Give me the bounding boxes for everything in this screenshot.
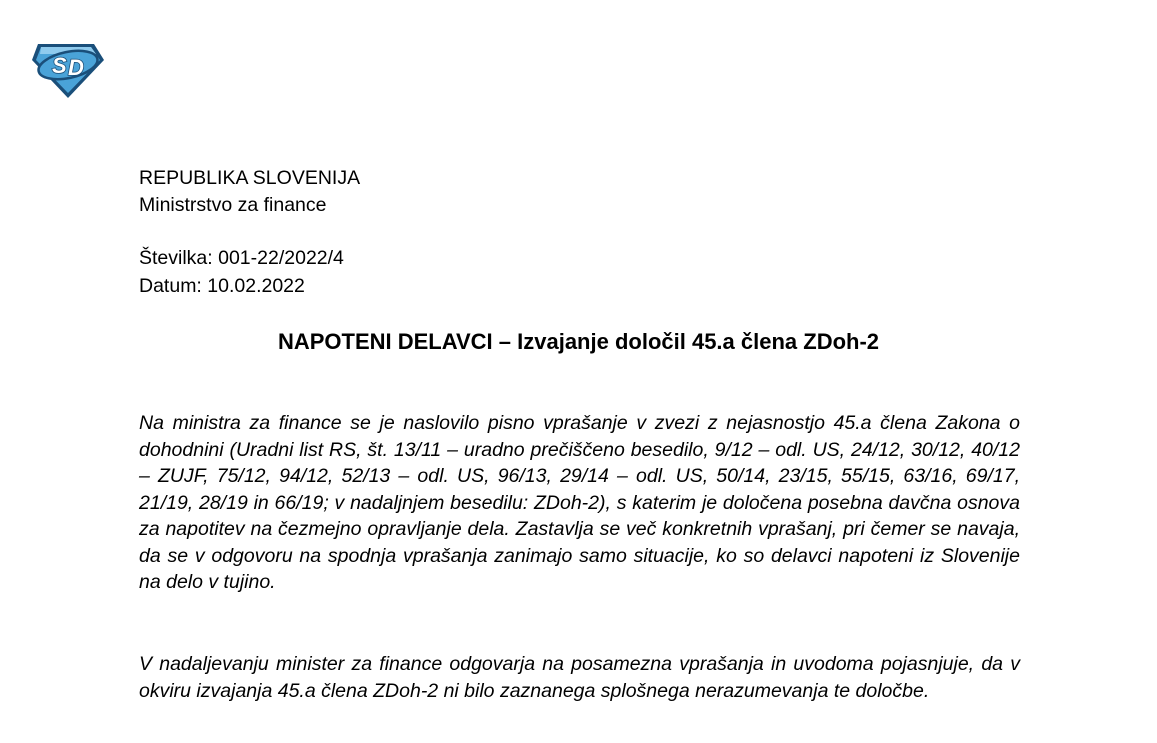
ministry-name: Ministrstvo za finance — [139, 194, 327, 216]
document-number: Številka: 001-22/2022/4 — [139, 247, 344, 269]
publisher-logo — [30, 38, 106, 100]
body-paragraph-2: V nadaljevanju minister za finance odgovarja na posamezna vprašanja in uvodoma pojasnjuje, da v okviru izvajanja 45.a člena ZDoh-2 ni bilo zaznanega splošnega nerazumevanja te določbe. — [139, 653, 1020, 702]
svg-text:S: S — [52, 53, 67, 78]
issuer-header — [139, 165, 360, 219]
document-title: NAPOTENI DELAVCI – Izvajanje določil 45.a člena ZDoh-2 — [277, 329, 880, 354]
country-name: REPUBLIKA SLOVENIJA — [139, 167, 361, 189]
sd-diamond-logo-icon — [30, 38, 106, 100]
document-date: Datum: 10.02.2022 — [139, 275, 305, 297]
svg-text:D: D — [68, 55, 84, 80]
document-meta — [139, 244, 344, 300]
body-paragraph-1: Na ministra za finance se je naslovilo pisno vprašanje v zvezi z nejasnostjo 45.a člena Zakona o dohodnini (Uradni list RS, št. 13/11 – uradno prečiščeno besedilo, 9/12 – odl. US, 24/12, 30/12, 40/12 – ZUJF, 75/12, 94/12, 52/13 – odl. US, 96/13, 29/14 – odl. US, 50/14, 23/15, 55/15, 63/16, 69/17, 21/19, 28/19 in 66/19; v nadaljnjem besedilu: ZDoh-2), s katerim je določena posebna davčna osnova za napotitev na čezmejno opravljanje dela. Zastavlja se več konkretnih vprašanj, pri čemer se navaja, da se v odgovoru na spodnja vprašanja zanimajo samo situacije, ko so delavci napoteni iz Slovenije na delo v tujino. — [139, 412, 1020, 593]
